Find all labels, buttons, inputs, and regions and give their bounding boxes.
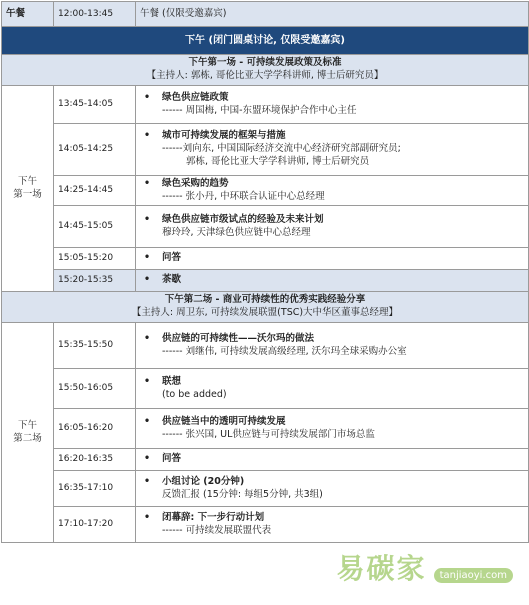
session2-row [2, 369, 529, 409]
watermark-cn: 易碳家 [336, 552, 427, 585]
session2-label-line2: 第二场 [13, 432, 42, 444]
item-time: 16:35-17:10 [54, 471, 136, 507]
session1-title: 下午第一场 - 可持续发展政策及标准 [188, 57, 342, 69]
item-time: 15:50-16:05 [54, 369, 136, 409]
session2-row [2, 507, 529, 543]
item-content [136, 176, 529, 206]
item-sub: ------ 刘继伟, 可持续发展高级经理, 沃尔玛全球采购办公室 [162, 345, 407, 357]
session1-row [2, 86, 529, 124]
item-content [136, 248, 529, 270]
item-title: • 问答 [140, 453, 524, 466]
session2-header-row [2, 292, 529, 323]
item-time: 13:45-14:05 [54, 86, 136, 124]
item-title: • 供应链当中的透明可持续发展 [140, 416, 524, 429]
item-time: 14:05-14:25 [54, 124, 136, 176]
session2-row [2, 471, 529, 507]
afternoon-header-row [2, 27, 529, 55]
lunch-row [2, 2, 529, 27]
session1-row [2, 270, 529, 292]
item-sub: ------ 周国梅, 中国-东盟环境保护合作中心主任 [162, 104, 357, 116]
watermark-logo [337, 547, 513, 587]
item-content [136, 507, 529, 543]
item-title: • 闭幕辞: 下一步行动计划 [140, 512, 524, 525]
session1-header-row [2, 55, 529, 86]
watermark-en: tanjiaoyi.com [434, 568, 513, 583]
item-time: 15:20-15:35 [54, 270, 136, 292]
item-title: • 小组讨论 (20分钟) [140, 476, 524, 489]
item-title: • 绿色供应链政策 [140, 92, 524, 105]
lunch-label: 午餐 [2, 2, 54, 27]
item-content [136, 449, 529, 471]
session1-host: 【主持人: 郭栋, 哥伦比亚大学学科讲师, 博士后研究员】 [146, 70, 384, 81]
session2-header [2, 292, 529, 323]
item-sub: 穆玲玲, 天津绿色供应链中心总经理 [162, 226, 311, 238]
item-time: 14:45-15:05 [54, 206, 136, 248]
agenda-table [1, 1, 529, 543]
session1-label-line1: 下午 [17, 175, 37, 187]
item-sub: 反馈汇报 (15分钟: 每组5分钟, 共3组) [162, 488, 323, 500]
item-title: • 联想 [140, 376, 524, 389]
item-title: • 问答 [140, 252, 524, 265]
item-sub: ------ 可持续发展联盟代表 [162, 524, 272, 536]
session2-row [2, 449, 529, 471]
item-title: • 绿色供应链市级试点的经验及未来计划 [140, 214, 524, 227]
item-content [136, 86, 529, 124]
session1-row [2, 124, 529, 176]
item-sub: ------ 张兴国, UL供应链与可持续发展部门市场总监 [162, 428, 375, 440]
session1-row [2, 206, 529, 248]
item-time: 16:05-16:20 [54, 409, 136, 449]
item-time: 16:20-16:35 [54, 449, 136, 471]
item-time: 15:35-15:50 [54, 323, 136, 369]
session1-row [2, 248, 529, 270]
session2-label [2, 323, 54, 543]
item-content [136, 206, 529, 248]
item-content [136, 471, 529, 507]
session1-row [2, 176, 529, 206]
item-content [136, 270, 529, 292]
item-title: • 城市可持续发展的框架与措施 [140, 130, 524, 143]
afternoon-header: 下午 (闭门圆桌讨论, 仅限受邀嘉宾) [2, 27, 529, 55]
session2-title: 下午第二场 - 商业可持续性的优秀实践经验分享 [164, 294, 366, 306]
lunch-desc: 午餐 (仅限受邀嘉宾) [136, 2, 529, 27]
item-time: 17:10-17:20 [54, 507, 136, 543]
item-sub: ------ 张小丹, 中环联合认证中心总经理 [162, 190, 325, 202]
item-title: • 绿色采购的趋势 [140, 178, 524, 191]
item-title: • 茶歇 [140, 274, 524, 287]
session2-row [2, 323, 529, 369]
session1-label-line2: 第一场 [13, 188, 42, 200]
item-time: 15:05-15:20 [54, 248, 136, 270]
item-sub: 郭栋, 哥伦比亚大学学科讲师, 博士后研究员 [186, 155, 370, 167]
session2-row [2, 409, 529, 449]
session1-header [2, 55, 529, 86]
item-time: 14:25-14:45 [54, 176, 136, 206]
session2-host: 【主持人: 周卫东, 可持续发展联盟(TSC)大中华区董事总经理】 [131, 307, 399, 318]
item-content [136, 369, 529, 409]
session1-label [2, 86, 54, 292]
item-content [136, 409, 529, 449]
item-sub: ------刘向东, 中国国际经济交流中心经济研究部副研究员; [162, 143, 401, 155]
session2-label-line1: 下午 [17, 419, 37, 431]
item-title: • 供应链的可持续性——沃尔玛的做法 [140, 333, 524, 346]
item-content [136, 124, 529, 176]
item-sub: (to be added) [162, 388, 227, 400]
lunch-time: 12:00-13:45 [54, 2, 136, 27]
item-content [136, 323, 529, 369]
